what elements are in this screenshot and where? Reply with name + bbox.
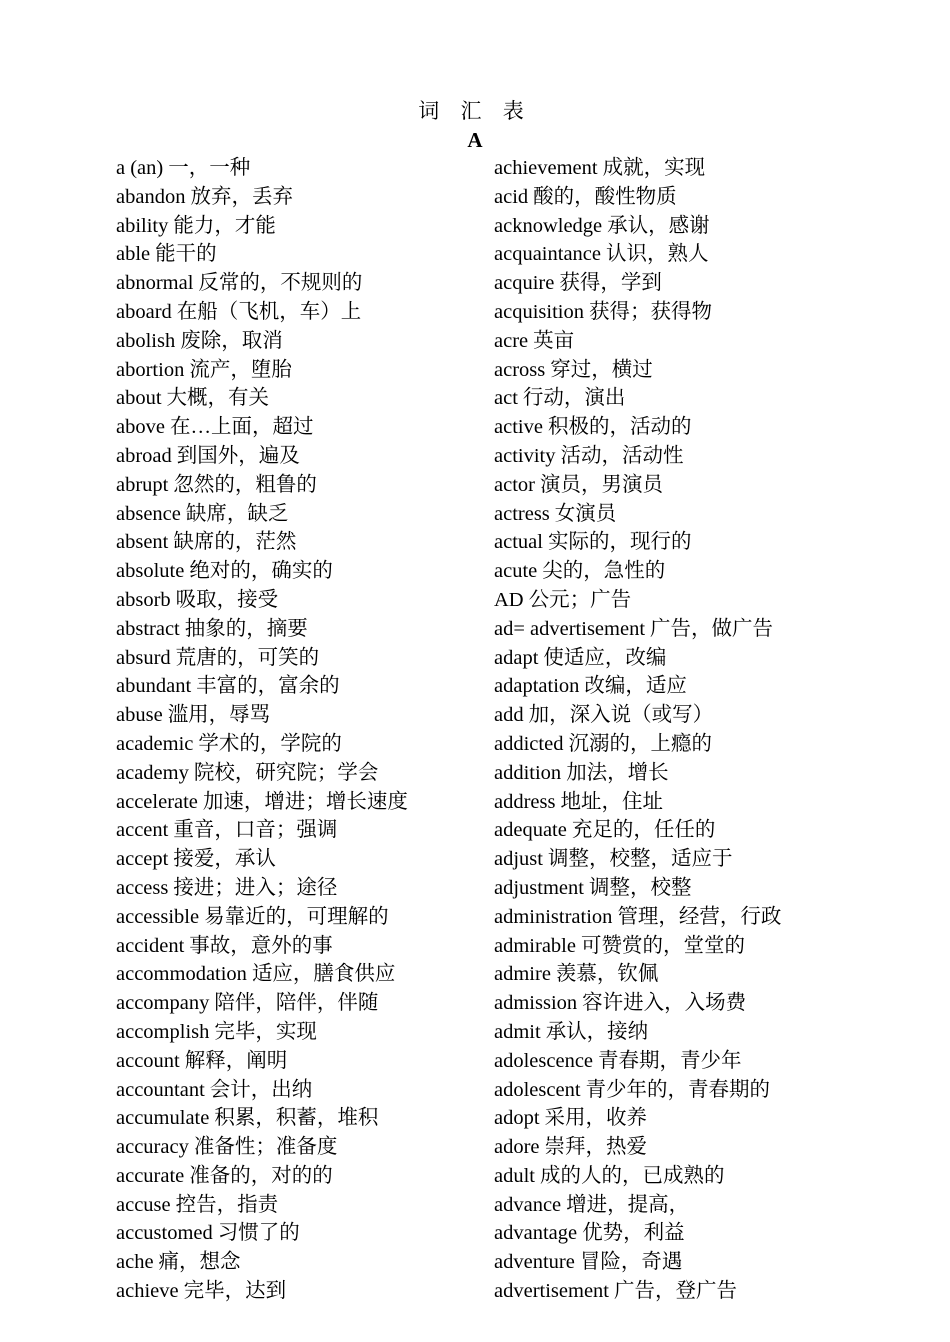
entry-meaning: 会计，出纳 bbox=[209, 1078, 313, 1101]
entry-word: abnormal bbox=[116, 272, 194, 295]
entry-meaning: 控告，指责 bbox=[175, 1193, 279, 1216]
entry-word: adventure bbox=[494, 1251, 575, 1274]
entry-meaning: 女演员 bbox=[554, 502, 617, 525]
entry-meaning: 完毕，达到 bbox=[183, 1280, 287, 1303]
entry-word: abroad bbox=[116, 444, 172, 467]
vocabulary-entry bbox=[494, 874, 781, 903]
entry-meaning: 调整，校整，适应于 bbox=[547, 848, 733, 871]
entry-word: admire bbox=[494, 963, 551, 986]
vocabulary-entry bbox=[116, 1219, 408, 1248]
vocabulary-entry bbox=[116, 903, 408, 932]
entry-word: accelerate bbox=[116, 790, 198, 813]
entry-meaning: 抽象的，摘要 bbox=[184, 617, 308, 640]
entry-word: absence bbox=[116, 502, 181, 525]
entry-word: address bbox=[494, 790, 556, 813]
entry-meaning: 酸的，酸性物质 bbox=[533, 185, 677, 208]
vocabulary-entry bbox=[116, 1104, 408, 1133]
entry-word: adjust bbox=[494, 848, 543, 871]
entry-word: absorb bbox=[116, 588, 171, 611]
vocabulary-entry bbox=[116, 1277, 408, 1306]
vocabulary-entry bbox=[116, 759, 408, 788]
entry-meaning: 痛，想念 bbox=[158, 1251, 241, 1274]
entry-meaning: 崇拜，热爱 bbox=[544, 1136, 648, 1159]
vocabulary-entry bbox=[494, 500, 781, 529]
entry-meaning: 忽然的，粗鲁的 bbox=[173, 473, 317, 496]
entry-meaning: 承认，接纳 bbox=[545, 1020, 649, 1043]
entry-meaning: 院校，研究院；学会 bbox=[193, 761, 379, 784]
entry-meaning: 容许进入，入场费 bbox=[582, 992, 747, 1015]
entry-word: advertisement bbox=[494, 1280, 609, 1303]
entry-meaning: 积累，积蓄，堆积 bbox=[214, 1107, 379, 1130]
entry-meaning: 广告，做广告 bbox=[650, 617, 774, 640]
vocabulary-entry bbox=[494, 701, 781, 730]
vocabulary-entry bbox=[494, 413, 781, 442]
entry-word: account bbox=[116, 1049, 180, 1072]
vocabulary-column-left bbox=[116, 154, 408, 1306]
entry-meaning: 行动，演出 bbox=[522, 387, 626, 410]
entry-word: acquaintance bbox=[494, 243, 601, 266]
entry-word: adjustment bbox=[494, 876, 584, 899]
entry-word: across bbox=[494, 358, 546, 381]
vocabulary-entry bbox=[116, 932, 408, 961]
entry-meaning: 荒唐的，可笑的 bbox=[175, 646, 320, 669]
vocabulary-entry bbox=[116, 816, 408, 845]
entry-meaning: 加速，增进；增长速度 bbox=[202, 790, 408, 813]
vocabulary-entry bbox=[116, 442, 408, 471]
entry-word: adore bbox=[494, 1136, 540, 1159]
vocabulary-entry bbox=[116, 960, 408, 989]
vocabulary-entry bbox=[494, 903, 781, 932]
vocabulary-entry bbox=[494, 442, 781, 471]
vocabulary-entry bbox=[116, 1018, 408, 1047]
entry-word: accessible bbox=[116, 905, 200, 928]
entry-word: ache bbox=[116, 1251, 154, 1274]
entry-meaning: 地址，住址 bbox=[560, 790, 663, 813]
entry-meaning: 反常的，不规则的 bbox=[198, 272, 363, 295]
entry-meaning: 在…上面，超过 bbox=[169, 416, 314, 439]
entry-meaning: 一，一种 bbox=[168, 157, 251, 179]
entry-word: acquisition bbox=[494, 300, 584, 323]
vocabulary-entry bbox=[116, 327, 408, 356]
entry-meaning: 陪伴，陪伴，伴随 bbox=[214, 992, 379, 1015]
vocabulary-entry bbox=[116, 384, 408, 413]
entry-meaning: 英亩 bbox=[533, 329, 575, 352]
entry-word: actor bbox=[494, 473, 535, 496]
entry-meaning: 重音，口音；强调 bbox=[173, 819, 338, 842]
entry-word: achievement bbox=[494, 157, 598, 179]
entry-word: addition bbox=[494, 761, 562, 784]
vocabulary-column-right bbox=[494, 154, 781, 1306]
entry-meaning: 充足的，任任的 bbox=[571, 819, 716, 842]
vocabulary-entry bbox=[116, 1076, 408, 1105]
vocabulary-entry bbox=[116, 298, 408, 327]
entry-word: above bbox=[116, 416, 165, 439]
vocabulary-entry bbox=[116, 528, 408, 557]
entry-meaning: 绝对的，确实的 bbox=[189, 560, 333, 583]
entry-word: adopt bbox=[494, 1107, 540, 1130]
vocabulary-entry bbox=[116, 874, 408, 903]
entry-meaning: 在船（飞机，车）上 bbox=[176, 300, 362, 323]
entry-word: abundant bbox=[116, 675, 192, 698]
vocabulary-entry bbox=[494, 154, 781, 183]
entry-word: admirable bbox=[494, 934, 576, 957]
vocabulary-entry bbox=[116, 183, 408, 212]
entry-meaning: 丰富的，富余的 bbox=[196, 675, 340, 698]
vocabulary-entry bbox=[494, 1133, 781, 1162]
entry-word: absent bbox=[116, 531, 169, 554]
vocabulary-entry bbox=[116, 615, 408, 644]
entry-meaning: 尖的，急性的 bbox=[542, 560, 666, 583]
entry-meaning: 滥用，辱骂 bbox=[167, 704, 271, 727]
entry-meaning: 解释，阐明 bbox=[184, 1049, 288, 1072]
vocabulary-entry bbox=[494, 528, 781, 557]
entry-word: add bbox=[494, 704, 524, 727]
entry-meaning: 采用，收养 bbox=[544, 1107, 648, 1130]
entry-meaning: 增进，提高， bbox=[566, 1193, 690, 1216]
vocabulary-entry bbox=[116, 413, 408, 442]
entry-meaning: 沉溺的，上瘾的 bbox=[568, 732, 712, 755]
vocabulary-entry bbox=[116, 1191, 408, 1220]
entry-word: activity bbox=[494, 444, 556, 467]
page-title: 词 汇 表 bbox=[418, 99, 532, 123]
vocabulary-entry bbox=[116, 586, 408, 615]
entry-word: accent bbox=[116, 819, 169, 842]
entry-meaning: 穿过，横过 bbox=[550, 358, 653, 381]
entry-meaning: 缺席，缺乏 bbox=[185, 502, 289, 525]
entry-meaning: 冒险，奇遇 bbox=[579, 1251, 683, 1274]
entry-meaning: 缺席的，茫然 bbox=[173, 531, 297, 554]
entry-word: advantage bbox=[494, 1222, 578, 1245]
entry-word: acre bbox=[494, 329, 529, 352]
entry-meaning: 准备性；准备度 bbox=[193, 1136, 338, 1159]
vocabulary-entry bbox=[494, 240, 781, 269]
vocabulary-entry bbox=[494, 759, 781, 788]
entry-meaning: 到国外，遍及 bbox=[176, 444, 300, 467]
entry-meaning: 广告，登广告 bbox=[613, 1280, 737, 1303]
entry-word: accept bbox=[116, 848, 169, 871]
vocabulary-entry bbox=[116, 471, 408, 500]
entry-word: access bbox=[116, 876, 169, 899]
entry-word: addicted bbox=[494, 732, 564, 755]
entry-word: actress bbox=[494, 502, 550, 525]
entry-word: accompany bbox=[116, 992, 210, 1015]
entry-word: acid bbox=[494, 185, 529, 208]
vocabulary-entry bbox=[494, 1248, 781, 1277]
entry-meaning: 成的人的，已成熟的 bbox=[540, 1164, 725, 1187]
entry-word: accurate bbox=[116, 1164, 185, 1187]
entry-meaning: 积极的，活动的 bbox=[547, 416, 692, 439]
entry-meaning: 实际的，现行的 bbox=[547, 531, 692, 554]
entry-meaning: 流产，堕胎 bbox=[189, 358, 292, 381]
entry-word: adolescent bbox=[494, 1078, 581, 1101]
vocabulary-entry bbox=[494, 672, 781, 701]
entry-meaning: 获得，学到 bbox=[559, 272, 662, 295]
entry-word: acute bbox=[494, 560, 538, 583]
vocabulary-entry bbox=[494, 356, 781, 385]
entry-meaning: 准备的，对的的 bbox=[189, 1164, 333, 1187]
vocabulary-entry bbox=[494, 644, 781, 673]
entry-word: abrupt bbox=[116, 473, 169, 496]
vocabulary-entry bbox=[494, 960, 781, 989]
vocabulary-entry bbox=[494, 1219, 781, 1248]
entry-word: academy bbox=[116, 761, 189, 784]
entry-word: accumulate bbox=[116, 1107, 210, 1130]
vocabulary-entry bbox=[494, 1162, 781, 1191]
entry-meaning: 演员，男演员 bbox=[539, 473, 663, 496]
vocabulary-entry bbox=[116, 356, 408, 385]
entry-meaning: 接进；进入；途径 bbox=[173, 876, 338, 899]
vocabulary-entry bbox=[494, 269, 781, 298]
entry-meaning: 完毕，实现 bbox=[214, 1020, 317, 1043]
entry-word: a (an) bbox=[116, 157, 164, 179]
vocabulary-entry bbox=[116, 644, 408, 673]
entry-word: admission bbox=[494, 992, 578, 1015]
vocabulary-entry bbox=[494, 730, 781, 759]
entry-word: acknowledge bbox=[494, 214, 603, 237]
entry-meaning: 大概，有关 bbox=[166, 387, 270, 410]
vocabulary-entry bbox=[116, 1133, 408, 1162]
entry-meaning: 调整，校整 bbox=[588, 876, 692, 899]
vocabulary-entry bbox=[494, 816, 781, 845]
entry-meaning: 青少年的，青春期的 bbox=[585, 1078, 771, 1101]
entry-word: abolish bbox=[116, 329, 176, 352]
entry-meaning: 易靠近的，可理解的 bbox=[204, 905, 389, 928]
entry-meaning: 可赞赏的，堂堂的 bbox=[580, 934, 745, 957]
entry-meaning: 管理，经营，行政 bbox=[617, 905, 782, 928]
entry-meaning: 优势，利益 bbox=[582, 1222, 685, 1245]
vocabulary-entry bbox=[494, 1191, 781, 1220]
entry-meaning: 加法，增长 bbox=[566, 761, 669, 784]
vocabulary-entry bbox=[494, 557, 781, 586]
vocabulary-entry bbox=[494, 788, 781, 817]
entry-meaning: 能干的 bbox=[155, 243, 217, 266]
entry-meaning: 承认，感谢 bbox=[607, 214, 710, 237]
entry-meaning: 习惯了的 bbox=[217, 1222, 300, 1245]
entry-word: ability bbox=[116, 214, 169, 237]
entry-meaning: 公元；广告 bbox=[528, 588, 632, 611]
entry-word: aboard bbox=[116, 300, 172, 323]
entry-meaning: 羡慕，钦佩 bbox=[555, 963, 659, 986]
vocabulary-entry bbox=[116, 1248, 408, 1277]
vocabulary-entry bbox=[116, 240, 408, 269]
vocabulary-entry bbox=[494, 384, 781, 413]
vocabulary-entry bbox=[116, 730, 408, 759]
entry-word: admit bbox=[494, 1020, 541, 1043]
entry-meaning: 吸取，接受 bbox=[175, 588, 279, 611]
vocabulary-entry bbox=[116, 672, 408, 701]
vocabulary-entry bbox=[116, 212, 408, 241]
entry-word: about bbox=[116, 387, 162, 410]
entry-word: actual bbox=[494, 531, 543, 554]
entry-meaning: 活动，活动性 bbox=[560, 444, 684, 467]
entry-word: abstract bbox=[116, 617, 180, 640]
entry-meaning: 获得；获得物 bbox=[588, 300, 712, 323]
entry-word: adult bbox=[494, 1164, 535, 1187]
entry-meaning: 加，深入说（或写） bbox=[528, 704, 714, 727]
entry-word: act bbox=[494, 387, 518, 410]
entry-meaning: 接爱，承认 bbox=[173, 848, 276, 871]
vocabulary-entry bbox=[116, 154, 408, 183]
vocabulary-entry bbox=[116, 845, 408, 874]
entry-word: acquire bbox=[494, 272, 555, 295]
vocabulary-entry bbox=[494, 845, 781, 874]
vocabulary-entry bbox=[116, 557, 408, 586]
entry-word: ad= advertisement bbox=[494, 617, 646, 640]
vocabulary-entry bbox=[116, 989, 408, 1018]
entry-meaning: 改编，适应 bbox=[584, 675, 687, 698]
entry-meaning: 事故，意外的事 bbox=[189, 934, 333, 957]
entry-word: achieve bbox=[116, 1280, 179, 1303]
vocabulary-entry bbox=[116, 1162, 408, 1191]
entry-word: absurd bbox=[116, 646, 171, 669]
vocabulary-entry bbox=[494, 989, 781, 1018]
vocabulary-entry bbox=[494, 615, 781, 644]
entry-word: abuse bbox=[116, 704, 163, 727]
entry-word: accomplish bbox=[116, 1020, 210, 1043]
vocabulary-entry bbox=[494, 471, 781, 500]
vocabulary-entry bbox=[494, 1104, 781, 1133]
vocabulary-entry bbox=[494, 183, 781, 212]
entry-meaning: 适应，膳食供应 bbox=[251, 963, 396, 986]
vocabulary-entry bbox=[494, 327, 781, 356]
entry-word: accustomed bbox=[116, 1222, 213, 1245]
vocabulary-entry bbox=[494, 586, 781, 615]
entry-word: accuse bbox=[116, 1193, 171, 1216]
vocabulary-entry bbox=[116, 269, 408, 298]
entry-word: AD bbox=[494, 588, 524, 611]
vocabulary-entry bbox=[494, 1018, 781, 1047]
entry-meaning: 成就，实现 bbox=[602, 157, 706, 179]
entry-word: advance bbox=[494, 1193, 562, 1216]
vocabulary-entry bbox=[494, 1076, 781, 1105]
entry-word: administration bbox=[494, 905, 613, 928]
entry-meaning: 使适应，改编 bbox=[543, 646, 667, 669]
vocabulary-entry bbox=[116, 1047, 408, 1076]
entry-meaning: 能力，才能 bbox=[173, 214, 276, 237]
entry-word: adapt bbox=[494, 646, 539, 669]
entry-meaning: 学术的，学院的 bbox=[198, 732, 342, 755]
entry-word: adaptation bbox=[494, 675, 580, 698]
entry-meaning: 放弃，丢弃 bbox=[190, 185, 293, 208]
entry-word: adolescence bbox=[494, 1049, 594, 1072]
vocabulary-entry bbox=[494, 932, 781, 961]
entry-word: able bbox=[116, 243, 151, 266]
entry-meaning: 认识，熟人 bbox=[605, 243, 709, 266]
entry-word: abandon bbox=[116, 185, 186, 208]
entry-word: accommodation bbox=[116, 963, 247, 986]
vocabulary-entry bbox=[116, 788, 408, 817]
vocabulary-entry bbox=[494, 1047, 781, 1076]
entry-word: active bbox=[494, 416, 543, 439]
entry-word: accountant bbox=[116, 1078, 205, 1101]
vocabulary-entry bbox=[116, 701, 408, 730]
entry-word: accident bbox=[116, 934, 185, 957]
entry-word: academic bbox=[116, 732, 194, 755]
entry-meaning: 青春期，青少年 bbox=[598, 1049, 742, 1072]
entry-meaning: 废除，取消 bbox=[180, 329, 283, 352]
vocabulary-entry bbox=[116, 500, 408, 529]
vocabulary-entry bbox=[494, 1277, 781, 1306]
entry-word: accuracy bbox=[116, 1136, 189, 1159]
vocabulary-entry bbox=[494, 298, 781, 327]
section-letter: A bbox=[467, 128, 483, 152]
entry-word: absolute bbox=[116, 560, 185, 583]
entry-word: abortion bbox=[116, 358, 185, 381]
vocabulary-entry bbox=[494, 212, 781, 241]
entry-word: adequate bbox=[494, 819, 567, 842]
